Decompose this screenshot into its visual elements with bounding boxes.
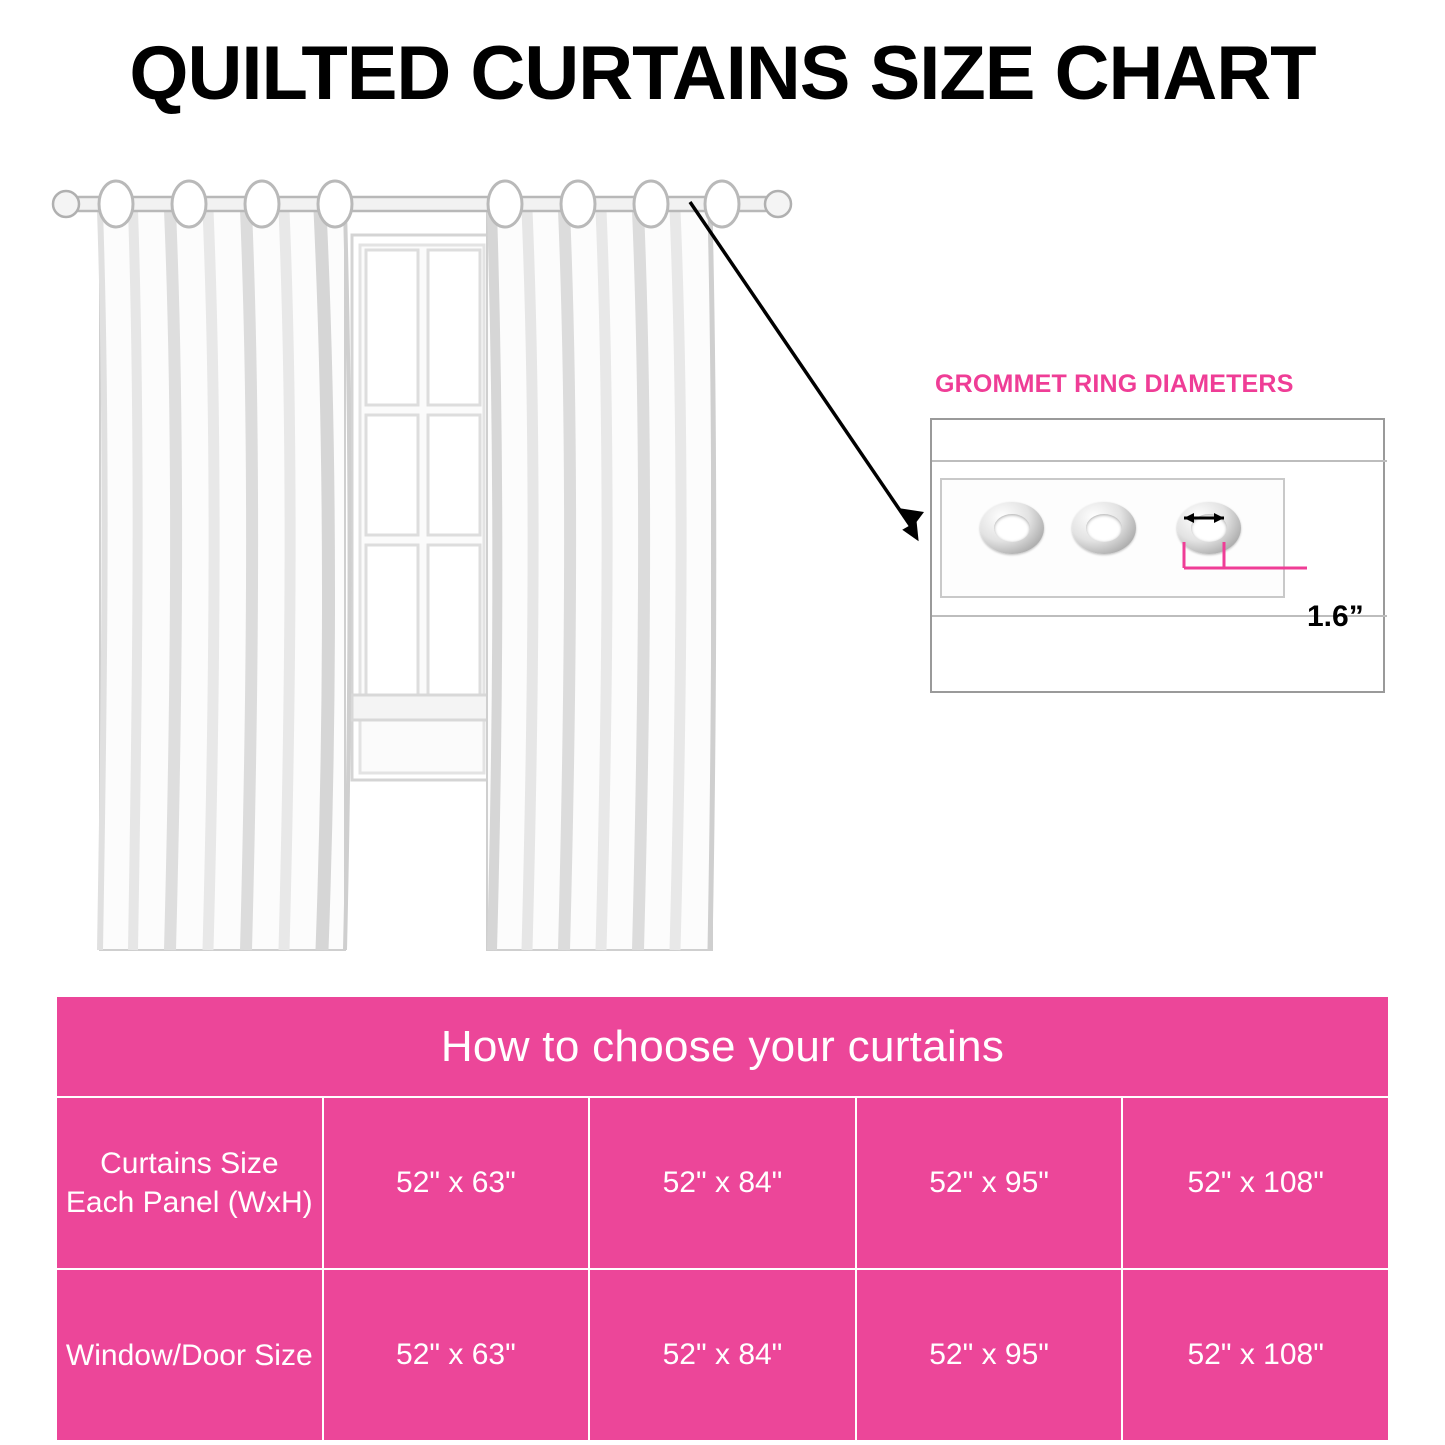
grommet-panel-title: GROMMET RING DIAMETERS	[935, 370, 1294, 398]
page-title: QUILTED CURTAINS SIZE CHART	[129, 31, 1316, 116]
cell-window-size-3: 52" x 95"	[856, 1269, 1123, 1441]
cell-curtain-size-2: 52" x 84"	[589, 1097, 856, 1269]
curtain-panel-left	[100, 210, 350, 950]
cell-curtain-size-3: 52" x 95"	[856, 1097, 1123, 1269]
table-header-row	[56, 996, 1389, 1097]
row-label-window-size: Window/Door Size	[56, 1269, 323, 1441]
cell-curtain-size-4: 52" x 108"	[1122, 1097, 1389, 1269]
cell-curtain-size-1: 52" x 63"	[323, 1097, 590, 1269]
grommet-detail-box	[930, 418, 1385, 693]
cell-window-size-1: 52" x 63"	[323, 1269, 590, 1441]
curtain-panel-right	[487, 210, 714, 950]
table-row	[56, 1269, 1389, 1441]
table-title: How to choose your curtains	[56, 996, 1389, 1097]
cell-window-size-4: 52" x 108"	[1122, 1269, 1389, 1441]
arrow-icon	[690, 202, 927, 541]
row-label-curtain-size: Curtains Size Each Panel (WxH)	[56, 1097, 323, 1269]
dimension-arrow-icon	[932, 420, 1387, 695]
cell-window-size-2: 52" x 84"	[589, 1269, 856, 1441]
window-icon	[352, 235, 492, 780]
table-row	[56, 1097, 1389, 1269]
size-chart-table	[55, 995, 1390, 1442]
grommet-detail-panel	[930, 370, 1400, 700]
grommet-diameter-label: 1.6”	[1307, 600, 1364, 633]
